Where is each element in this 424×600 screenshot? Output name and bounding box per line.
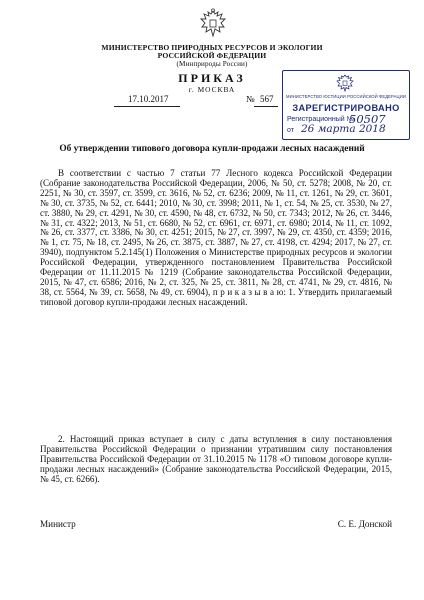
stamp-reg-number-label: Регистрационный № [287, 116, 355, 123]
stamp-emblem-icon [335, 73, 355, 93]
city: г. МОСКВА [188, 85, 236, 94]
order-date: 17.10.2017 [128, 94, 169, 104]
document-type: ПРИКАЗ [178, 71, 246, 85]
signer-title: Министр [40, 519, 76, 529]
stamp-ministry-name: МИНИСТЕРСТВО ЮСТИЦИИ РОССИЙСКОЙ ФЕДЕРАЦИИ [286, 94, 406, 99]
signer-name: С. Е. Донской [337, 519, 392, 529]
stamp-date-prefix: от [287, 127, 294, 134]
order-number: 567 [260, 94, 274, 104]
ministry-name-line1: МИНИСТЕРСТВО ПРИРОДНЫХ РЕСУРСОВ И ЭКОЛОГИИ [101, 43, 323, 52]
registration-stamp [282, 70, 410, 140]
stamp-date-handwritten: 26 марта 2018 [301, 123, 386, 135]
ministry-short-name: (Минприроды России) [176, 60, 248, 68]
document-title: Об утверждении типового договора купли-продажи лесных насаждений [59, 144, 365, 154]
ministry-name-line2: РОССИЙСКОЙ ФЕДЕРАЦИИ [157, 51, 267, 60]
body-paragraph-2: 2. Настоящий приказ вступает в силу с даты вступления в силу постановления Правительства Российской Федерации о признании утратившим силу постановления Правительства Российской Федерации от 31.10.2015 № 1178 «О типовом договоре купли-продажи лесных насаждений» (Собрание законодательства Российской Федерации, 2015, № 45, ст. 6266). [40, 434, 392, 484]
stamp-registered-label: ЗАРЕГИСТРИРОВАНО [292, 103, 400, 113]
number-sign: № [246, 94, 255, 104]
date-underline [114, 106, 180, 107]
coat-of-arms-emblem-icon [198, 8, 228, 42]
body-paragraph-1: В соответствии с частью 7 статьи 77 Лесного кодекса Российской Федерации (Собрание законодательства Российской Федерации, 2006, № 50, ст. 5278; 2008, № 20, ст. 2251, № 30, ст. 3597, ст. 3599, ст. 3616, № 52, ст. 6236; 2009, № 11, ст. 1261, № 29, ст. 3601, № 30, ст. 3735, № 52, ст. 6441; 2010, № 30, ст. 3998; 2011, № 1, ст. 54, № 25, ст. 3530, № 27, ст. 3880, № 29, ст. 4291, № 30, ст. 4590, № 48, ст. 6732, № 50, ст. 7343; 2012, № 26, ст. 3446, № 31, ст. 4322; 2013, № 51, ст. 6680, № 52, ст. 6961, ст. 6971, ст. 6980; 2014, № 11, ст. 1092, № 26, ст. 3377, ст. 3386, № 30, ст. 4251; 2015, № 27, ст. 3997, № 29, ст. 4350, ст. 4359; 2016, № 1, ст. 75, № 18, ст. 2495, № 26, ст. 3875, ст. 3887, № 27, ст. 4198, ст. 4294; 2017, № 27, ст. 3940), подпунктом 5.2.145(1) Положения о Министерстве природных ресурсов и экологии Российской Федерации, утвержденного постановлением Правительства Российской Федерации от 11.11.2015 № 1219 (Собрание законодательства Российской Федерации, 2015, № 47, ст. 6586; 2016, № 2, ст. 325, № 25, ст. 3811, № 28, ст. 4741, № 29, ст. 4816, № 38, ст. 5564, № 39, ст. 5658, № 49, ст. 6904), п р и к а з ы в а ю: 1. Утвердить прилагаемый типовой договор купли-продажи лесных насаждений. [40, 168, 392, 307]
number-underline [254, 106, 278, 107]
stamp-reg-number-handwritten: 50507 [349, 112, 386, 126]
